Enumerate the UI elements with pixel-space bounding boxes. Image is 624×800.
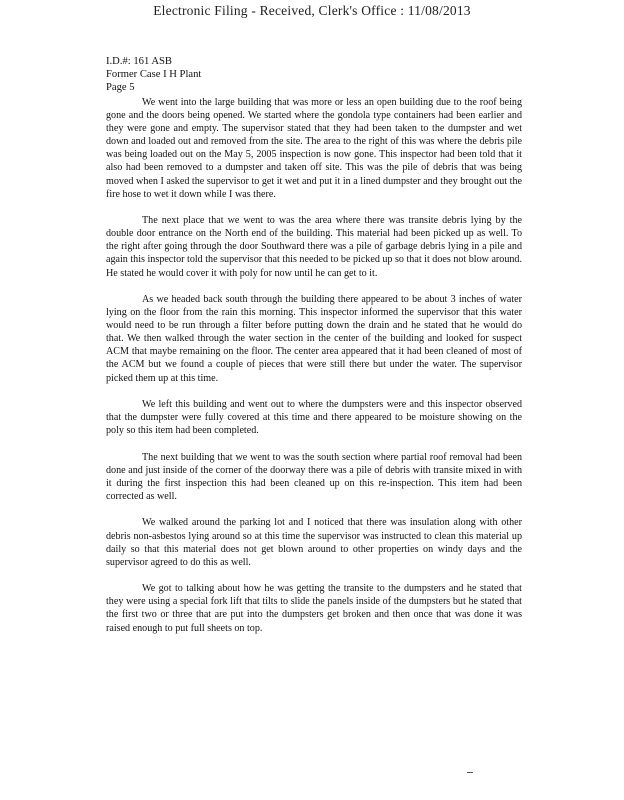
filing-stamp-header: Electronic Filing - Received, Clerk's Office : 11/08/2013 [153,3,471,18]
paragraph: We walked around the parking lot and I noticed that there was insulation along with other debris non-asbestos lying around so at this time the supervisor was instructed to clean this material up daily so that this material does not get blown around to other properties on windy days and the supervisor agreed to do this as well. [106,517,522,568]
page-number: Page 5 [106,82,135,94]
paragraph: As we headed back south through the building there appeared to be about 3 inches of water lying on the floor from the rain this morning. This inspector informed the supervisor that this water would need to be run through a filter before putting down the drain and he stated that he would do that. We then walked through the water section in the center of the building and looked for suspect ACM that maybe remaining on the floor. The center area appeared that it had been cleaned of most of the ACM but we found a couple of pieces that were still there but under the water. The supervisor picked them up at this time. [106,294,522,384]
paragraph: The next building that we went to was the south section where partial roof removal had been done and just inside of the corner of the doorway there was a pile of debris with transite mixed in with it during the first inspection this had been cleaned up on this re-inspection. This item had been corrected as well. [106,451,522,502]
paragraph: We left this building and went out to where the dumpsters were and this inspector observed that the dumpster were fully covered at this time and there appeared to be moisture showing on the poly so this item had been completed. [106,399,522,437]
id-number: I.D.#: 161 ASB [106,56,172,67]
scan-mark [467,772,473,773]
paragraph: We went into the large building that was more or less an open building due to the roof being gone and the doors being opened. We started where the gondola type containers had been earlier and they were gone and empty. The supervisor stated that they had been taken to the dumpster and wet down and loaded out and removed from the site. The area to the right of this was where the debris pile was being loaded out on the May 5, 2005 inspection is now gone. This inspector had been told that it also had been removed to a dumpster and taken off site. This was the pile of debris that was being moved when I asked the supervisor to get it wet and put it in a lined dumpster and they brought out the fire hose to wet it down while I was there. [106,97,522,200]
paragraph: We got to talking about how he was getting the transite to the dumpsters and he stated that they were using a special fork lift that tilts to slide the panels inside of the dumpsters but he stated that the first two or three that are put into the dumpsters get broken and then once that was done it was raised enough to put full sheets on top. [106,583,522,634]
report-body [106,96,522,648]
paragraph: The next place that we went to was the area where there was transite debris lying by the double door entrance on the North end of the building. This material had been picked up as well. To the right after going through the door Southward there was a pile of garbage debris lying in a pile and again this inspector told the supervisor that this needed to be picked up so that it does not blow around. He stated he would cover it with poly for now until he can get to it. [106,215,523,279]
document-meta [106,55,201,95]
site-name: Former Case I H Plant [106,69,202,81]
